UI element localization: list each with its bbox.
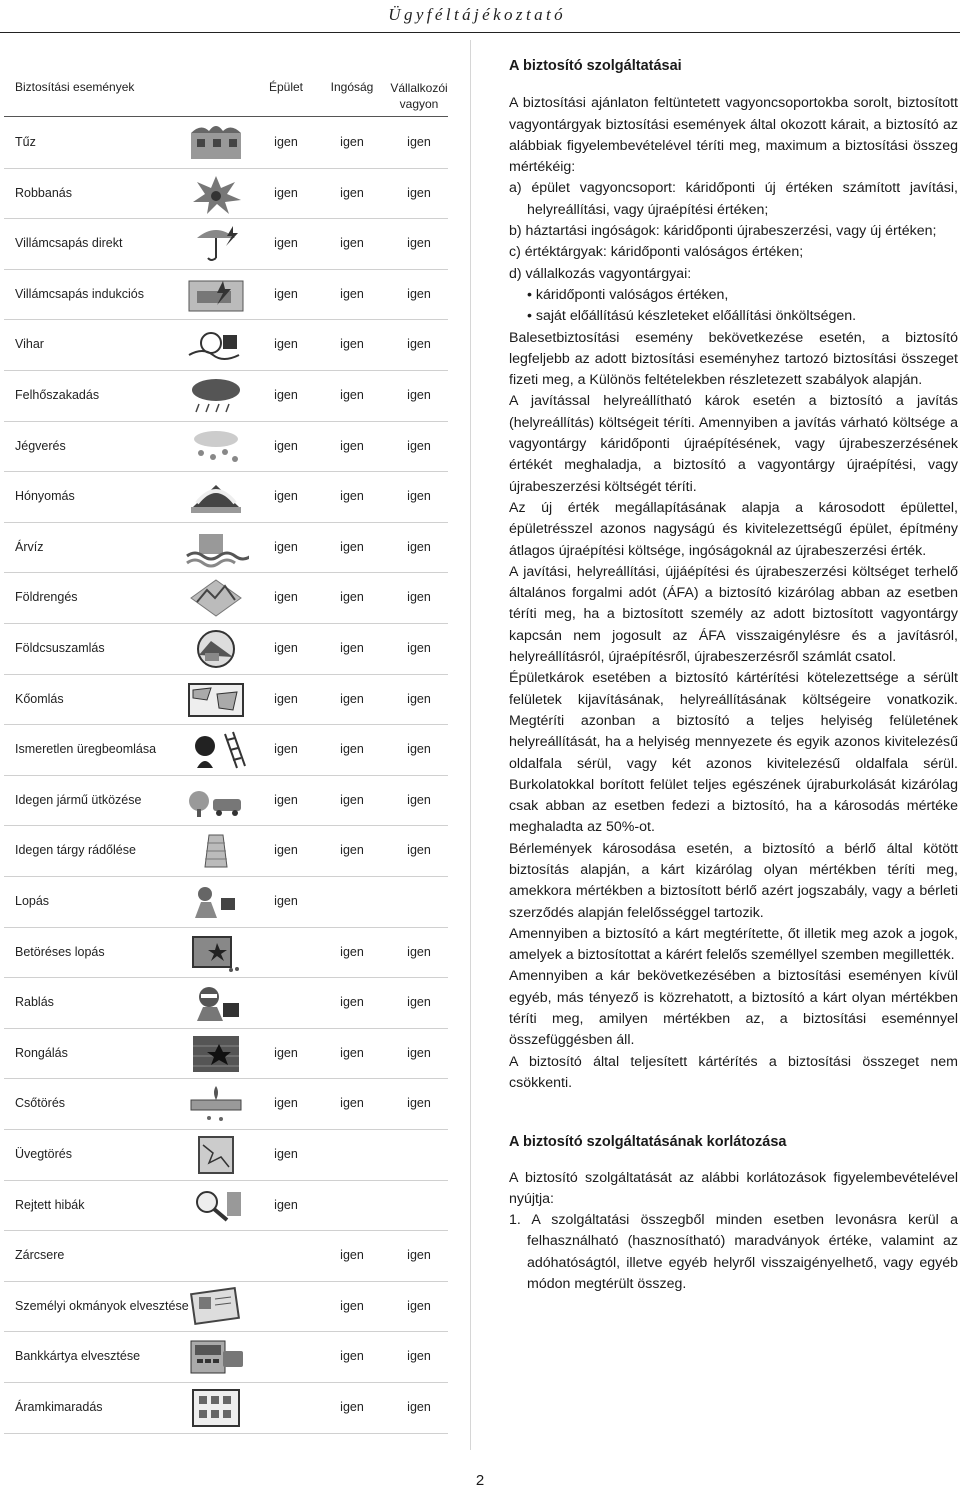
falling-object-icon bbox=[183, 831, 249, 871]
table-row bbox=[4, 370, 448, 422]
page-number: 2 bbox=[475, 1472, 485, 1489]
contents-coverage: igen bbox=[340, 691, 364, 706]
business-coverage: igen bbox=[407, 489, 431, 504]
event-name: Villámcsapás direkt bbox=[15, 236, 123, 251]
power-outage-icon bbox=[183, 1388, 249, 1428]
right-column bbox=[509, 56, 958, 1295]
contents-coverage: igen bbox=[340, 539, 364, 554]
header-rule bbox=[0, 32, 960, 33]
contents-coverage: igen bbox=[340, 135, 364, 149]
contents-coverage: igen bbox=[340, 1400, 364, 1414]
contents-coverage: igen bbox=[340, 641, 364, 655]
event-name: Vihar bbox=[15, 337, 44, 352]
contents-coverage: igen bbox=[340, 1349, 364, 1364]
event-name: Üvegtörés bbox=[15, 1147, 72, 1161]
table-row bbox=[4, 522, 448, 574]
contents-coverage: igen bbox=[340, 995, 364, 1010]
event-name: Robbanás bbox=[15, 185, 72, 200]
building-coverage: igen bbox=[274, 843, 298, 858]
event-name: Ismeretlen üregbeomlása bbox=[15, 742, 157, 757]
event-name: Rongálás bbox=[15, 1045, 68, 1060]
contents-coverage: igen bbox=[340, 236, 364, 251]
table-row bbox=[4, 1230, 448, 1282]
section-heading-limitations: A biztosító szolgáltatásának korlátozása bbox=[509, 1134, 787, 1151]
lost-bank-card-icon bbox=[183, 1337, 249, 1377]
business-coverage bbox=[389, 1180, 449, 1230]
building-coverage: igen bbox=[274, 641, 298, 655]
business-coverage: igen bbox=[407, 388, 431, 402]
event-name: Földrengés bbox=[15, 590, 78, 605]
building-coverage: igen bbox=[274, 1197, 298, 1212]
event-name: Árvíz bbox=[15, 539, 44, 554]
table-row bbox=[4, 1028, 448, 1080]
table-row bbox=[4, 1078, 448, 1130]
business-coverage: igen bbox=[407, 438, 431, 453]
table-row bbox=[4, 724, 448, 776]
paragraph: d) vállalkozás vagyontárgyai: bbox=[509, 265, 692, 282]
section-heading-services: A biztosító szolgáltatásai bbox=[509, 58, 682, 74]
building-coverage bbox=[256, 1331, 316, 1381]
business-coverage: igen bbox=[407, 641, 431, 655]
building-coverage: igen bbox=[274, 691, 298, 706]
contents-coverage: igen bbox=[340, 944, 364, 959]
table-row bbox=[4, 269, 448, 321]
burglary-safe-icon bbox=[183, 933, 249, 973]
building-coverage: igen bbox=[274, 590, 298, 605]
contents-coverage: igen bbox=[340, 388, 364, 402]
earthquake-icon bbox=[183, 578, 249, 618]
building-coverage: igen bbox=[274, 286, 298, 301]
table-row bbox=[4, 674, 448, 726]
paragraph: Amennyiben a biztosító a kárt megtérítette, őt illetik meg azok a jogok, amelyek a biztosítottat a kárért felelős személlyel szemben megillették. bbox=[509, 925, 958, 964]
lost-documents-icon bbox=[183, 1287, 249, 1327]
paragraph: Az új érték megállapításának alapja a károsodott épülettel, épületrésszel azonos nagyságú és kivitelezettségű épület, építmény átlagos újraépítési költsége, ingóságoknál az újrabeszerzési érték. bbox=[509, 499, 958, 559]
table-row bbox=[4, 168, 448, 220]
hail-icon bbox=[183, 427, 249, 467]
business-coverage: igen bbox=[407, 1045, 431, 1060]
event-name: Zárcsere bbox=[15, 1248, 65, 1263]
glass-break-icon bbox=[183, 1135, 249, 1175]
table-row bbox=[4, 927, 448, 979]
table-row bbox=[4, 623, 448, 675]
contents-coverage: igen bbox=[340, 792, 364, 807]
contents-coverage: igen bbox=[340, 489, 364, 504]
event-name: Bankkártya elvesztése bbox=[15, 1349, 141, 1364]
paragraph: Balesetbiztosítási esemény bekövetkezése esetén, a biztosító legfeljebb az adott biztosítási eseményhez tartozó biztosítási összeget fizeti meg, a Különös feltételekben részletezett szabályok alapján. bbox=[509, 329, 958, 389]
business-coverage: igen bbox=[407, 539, 431, 554]
business-coverage: igen bbox=[407, 135, 431, 149]
building-coverage bbox=[256, 1230, 316, 1280]
pipe-burst-icon bbox=[183, 1084, 249, 1124]
building-coverage bbox=[256, 927, 316, 977]
business-coverage: igen bbox=[407, 1298, 431, 1313]
paragraph: A biztosító szolgáltatását az alábbi korlátozások figyelembevételével nyújtja: bbox=[509, 1169, 958, 1207]
event-name: Jégverés bbox=[15, 438, 66, 453]
contents-coverage: igen bbox=[340, 742, 364, 757]
contents-coverage: igen bbox=[340, 337, 364, 352]
col-header-business: Vállalkozói vagyon bbox=[390, 81, 448, 111]
event-name: Rablás bbox=[15, 995, 54, 1010]
paragraph: A biztosítási ajánlaton feltüntetett vagyoncsoportokba sorolt, biztosított vagyontárgyak biztosítási események által okozott kárait, a biztosító az alábbiak figyelembevételével téríti meg, maximum a biztosítási összeg mértékéig: bbox=[509, 95, 958, 176]
contents-coverage: igen bbox=[340, 590, 364, 605]
building-coverage: igen bbox=[274, 489, 298, 504]
contents-coverage: igen bbox=[340, 1248, 364, 1263]
paragraph: Amennyiben a kár bekövetkezésében a biztosítási eseményen kívül egyéb, más tényező is közrehatott, a biztosító a kárt olyan mértékben téríti meg, amilyen mértékben az, a biztosítási eseménnyel összefüggésben áll. bbox=[509, 968, 958, 1049]
event-name: Áramkimaradás bbox=[15, 1400, 103, 1414]
event-name: Hónyomás bbox=[15, 489, 75, 504]
table-row bbox=[4, 1331, 448, 1383]
flood-icon bbox=[183, 528, 249, 568]
building-coverage bbox=[256, 1281, 316, 1331]
building-coverage bbox=[256, 1382, 316, 1432]
robbery-icon bbox=[183, 983, 249, 1023]
contents-coverage: igen bbox=[340, 286, 364, 301]
contents-coverage: igen bbox=[340, 185, 364, 200]
event-name: Kőomlás bbox=[15, 691, 64, 706]
limitations-text bbox=[509, 1168, 958, 1296]
event-name: Tűz bbox=[15, 135, 36, 149]
building-coverage: igen bbox=[274, 539, 298, 554]
event-name: Földcsuszamlás bbox=[15, 641, 105, 655]
paragraph: A javítással helyreállítható károk esetén a biztosító a javítás (helyreállítás) költségeit téríti. Amennyiben a javítás várható költsége a vagyontárgy káridőponti újraépítésének, vagy újrabeszerzésének értékét meghaladja, a biztosító a vagyontárgy újraépítési, vagy újrabeszerzési költségét téríti. bbox=[509, 393, 958, 495]
business-coverage: igen bbox=[407, 1096, 431, 1111]
col-header-building: Épület bbox=[268, 80, 304, 94]
business-coverage: igen bbox=[407, 1349, 431, 1364]
table-header-row bbox=[4, 58, 448, 117]
business-coverage: igen bbox=[407, 1400, 431, 1414]
business-coverage: igen bbox=[407, 944, 431, 959]
landslide-icon bbox=[183, 629, 249, 669]
contents-coverage bbox=[322, 1180, 382, 1230]
induced-lightning-icon bbox=[183, 275, 249, 315]
paragraph: 1. A szolgáltatási összegből minden esetben levonásra kerül a felhasználható (hasznosítható) maradványok értéke, valamint az adóhatóságtól, illetve egyéb helyről visszaigényelhető, vagy egyéb módon megtérült összeg. bbox=[509, 1212, 958, 1293]
cave-in-icon bbox=[183, 730, 249, 770]
business-coverage: igen bbox=[407, 185, 431, 200]
business-coverage: igen bbox=[407, 742, 431, 757]
event-name: Idegen jármű ütközése bbox=[15, 792, 142, 807]
building-coverage: igen bbox=[274, 1147, 298, 1161]
event-name: Idegen tárgy rádőlése bbox=[15, 843, 136, 858]
column-divider bbox=[470, 40, 471, 1450]
business-coverage: igen bbox=[407, 286, 431, 301]
hidden-defect-icon bbox=[183, 1186, 249, 1226]
paragraph: c) értéktárgyak: káridőponti valóságos értéken; bbox=[509, 244, 804, 261]
coverage-table bbox=[4, 58, 448, 1453]
building-coverage: igen bbox=[274, 236, 298, 251]
document-header-title: Ügyféltájékoztató bbox=[388, 5, 566, 24]
building-coverage: igen bbox=[274, 792, 298, 807]
table-row bbox=[4, 1180, 448, 1232]
building-coverage: igen bbox=[274, 742, 298, 757]
contents-coverage: igen bbox=[340, 438, 364, 453]
building-coverage bbox=[256, 977, 316, 1027]
contents-coverage: igen bbox=[340, 1298, 364, 1313]
building-coverage: igen bbox=[274, 1096, 298, 1111]
contents-coverage: igen bbox=[340, 1096, 364, 1111]
table-row bbox=[4, 572, 448, 624]
table-row bbox=[4, 421, 448, 473]
event-name: Rejtett hibák bbox=[15, 1197, 85, 1212]
paragraph: b) háztartási ingóságok: káridőponti újrabeszerzési, vagy új értéken; bbox=[509, 223, 937, 240]
explosion-icon bbox=[183, 174, 249, 214]
bullet-item: • káridőponti valóságos értéken, bbox=[527, 286, 729, 303]
business-coverage: igen bbox=[407, 590, 431, 605]
event-name: Betöréses lopás bbox=[15, 944, 105, 959]
paragraph: Épületkárok esetében a biztosító kártérítési kötelezettsége a sérült felületek kijavításának, helyreállításának költségeire vonatkozik. Megtéríti azonban a biztosító a teljes helyiség felületének helyreállítását, ha a helyiség mennyezete és egyik azonos kivitelezésű oldalfala sérül, vagy két azonos kivitelezésű oldalfala sérül. Burkolatokkal borított felület teljes egészének újraburkolását kizárólag csak abban az esetben fedezi a biztosító, ha a károsodás mértéke meghaladta az 50%-ot. bbox=[509, 670, 958, 836]
paragraph: A javítási, helyreállítási, újjáépítési és újrabeszerzési költséget terhelő általános forgalmi adót (ÁFA) a biztosító kizárólag abban az esetben téríti meg, ha a biztosított személy az adott biztosított vagyontárgy kapcsán nem jogosult az ÁFA visszaigénylésre és a javításról, helyreállításról, újraépítésről, újrabeszerzésről számlát csatol. bbox=[509, 563, 958, 666]
contents-coverage bbox=[322, 1129, 382, 1179]
col-header-events: Biztosítási események bbox=[15, 80, 135, 94]
vehicle-collision-icon bbox=[183, 781, 249, 821]
event-name: Felhőszakadás bbox=[15, 388, 100, 402]
event-name: Csőtörés bbox=[15, 1096, 66, 1111]
cloudburst-icon bbox=[183, 376, 249, 416]
lightning-umbrella-icon bbox=[183, 224, 249, 264]
contents-coverage bbox=[322, 876, 382, 926]
event-name: Villámcsapás indukciós bbox=[15, 286, 144, 301]
event-name: Személyi okmányok elvesztése bbox=[15, 1298, 189, 1313]
table-row bbox=[4, 876, 448, 928]
business-coverage: igen bbox=[407, 236, 431, 251]
table-row bbox=[4, 117, 448, 169]
paragraph: a) épület vagyoncsoport: káridőponti új értéken számított javítási, helyreállítási, vagy újraépítési értéken; bbox=[509, 180, 958, 218]
business-coverage: igen bbox=[407, 843, 431, 858]
table-row bbox=[4, 319, 448, 371]
building-coverage: igen bbox=[274, 337, 298, 352]
vandalism-icon bbox=[183, 1034, 249, 1074]
bullet-item: • saját előállítású készleteket előállítási önköltségen. bbox=[527, 308, 857, 325]
business-coverage: igen bbox=[407, 995, 431, 1010]
building-coverage: igen bbox=[274, 1045, 298, 1060]
table-row bbox=[4, 218, 448, 270]
building-coverage: igen bbox=[274, 438, 298, 453]
building-coverage: igen bbox=[274, 135, 298, 149]
theft-icon bbox=[183, 882, 249, 922]
event-name: Lopás bbox=[15, 894, 50, 908]
business-coverage: igen bbox=[407, 1248, 431, 1263]
table-row bbox=[4, 825, 448, 877]
table-row bbox=[4, 775, 448, 827]
business-coverage bbox=[389, 1129, 449, 1179]
fire-icon bbox=[183, 123, 249, 163]
paragraph: A biztosító által teljesített kártérítés a biztosítási összeget nem csökkenti. bbox=[509, 1053, 958, 1091]
business-coverage: igen bbox=[407, 792, 431, 807]
table-row bbox=[4, 1129, 448, 1181]
contents-coverage: igen bbox=[340, 1045, 364, 1060]
building-coverage: igen bbox=[274, 185, 298, 200]
table-row bbox=[4, 1382, 448, 1434]
business-coverage bbox=[389, 876, 449, 926]
paragraph: Bérlemények károsodása esetén, a biztosító a bérlő által kötött biztosítás alapján, a kárt kizárólag olyan mértékben téríti meg, amekkora mértékben a biztosított bérlő azért jogszabály, vagy a bérleti szerződés alapján felelősséggel tartozik. bbox=[509, 840, 958, 921]
rockfall-icon bbox=[183, 680, 249, 720]
building-coverage: igen bbox=[274, 894, 298, 908]
business-coverage: igen bbox=[407, 691, 431, 706]
table-row bbox=[4, 471, 448, 523]
col-header-contents: Ingóság bbox=[330, 80, 374, 94]
services-text bbox=[509, 93, 958, 1094]
table-row bbox=[4, 977, 448, 1029]
storm-icon bbox=[183, 325, 249, 365]
snow-load-icon bbox=[183, 477, 249, 517]
building-coverage: igen bbox=[274, 388, 298, 402]
table-row bbox=[4, 1281, 448, 1333]
contents-coverage: igen bbox=[340, 843, 364, 858]
business-coverage: igen bbox=[407, 337, 431, 352]
